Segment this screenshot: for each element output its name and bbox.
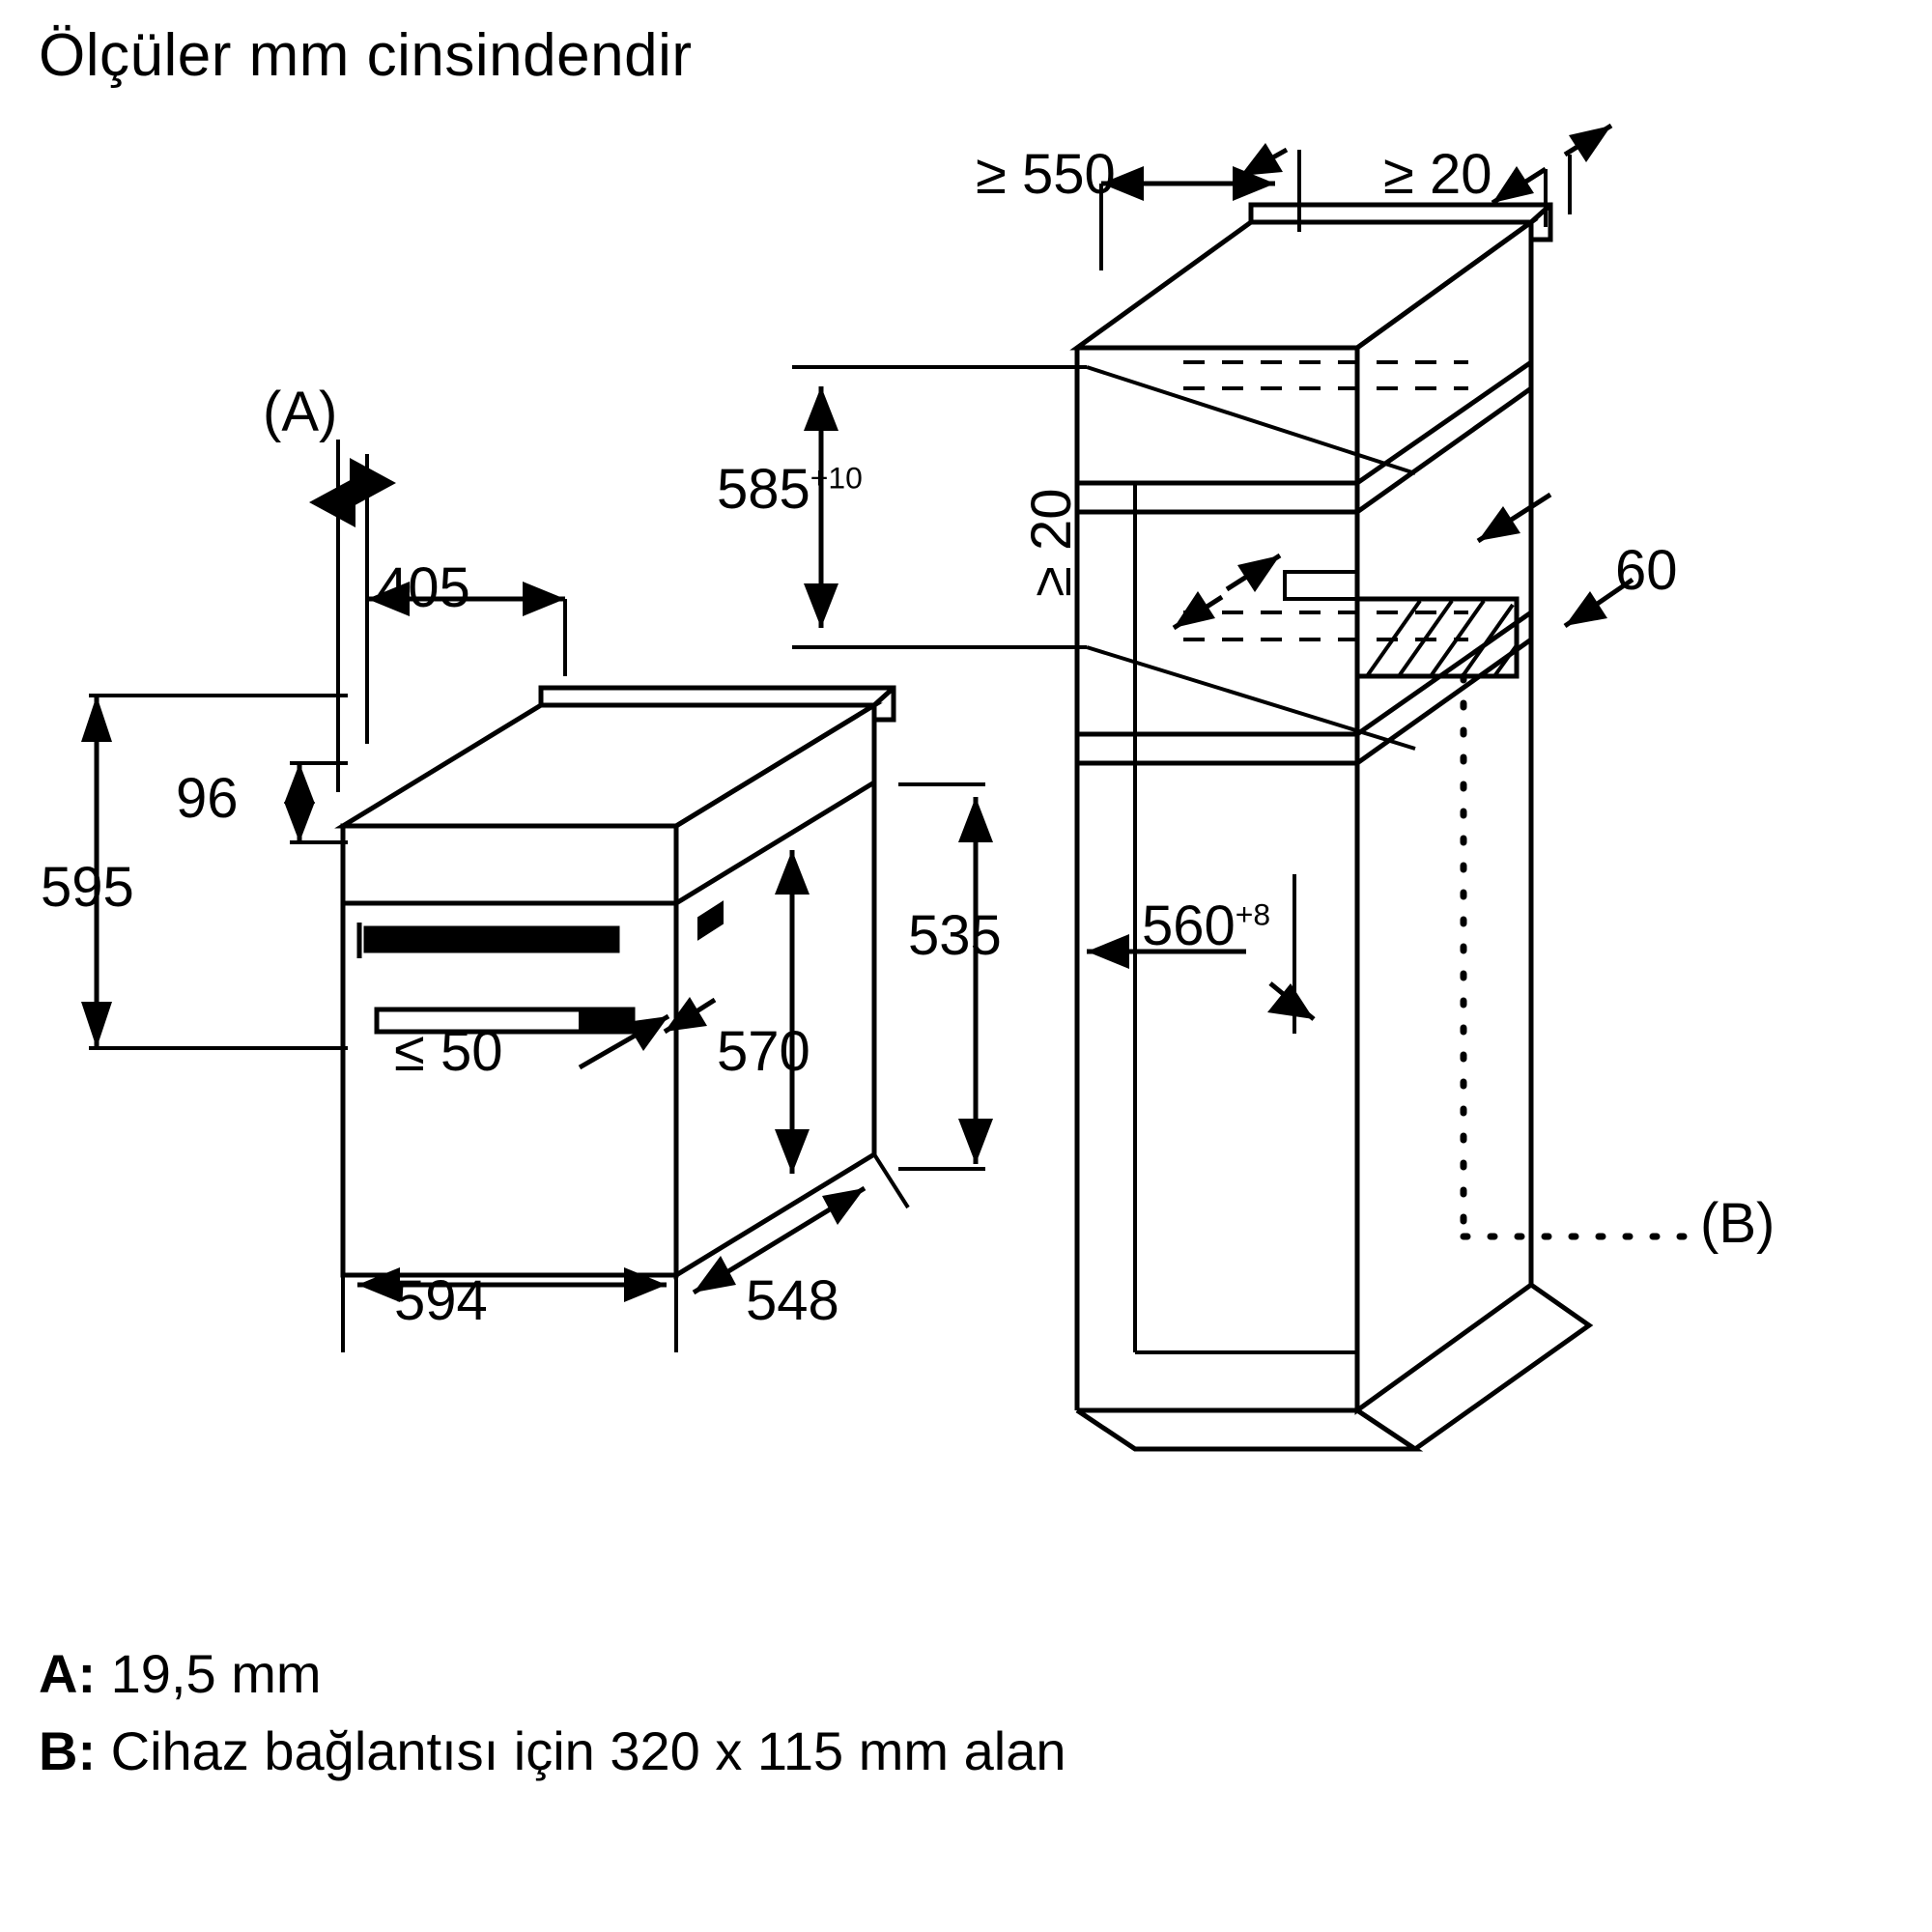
label-570: 570 [717,1020,810,1083]
legend-a [39,1642,322,1705]
legend-a-value: 19,5 mm [110,1643,322,1704]
page-title: Ölçüler mm cinsindendir [39,22,693,89]
label-le50: ≤ 50 [394,1020,503,1083]
label-560: $560^{+8}$ [1142,895,1271,957]
cabinet-drawing [792,126,1686,1449]
appliance-drawing [81,440,993,1352]
label-ge20-shelf: ≥ 20 [1020,488,1083,597]
label-585: $585^{+10}$ [717,458,863,521]
label-595: 595 [41,856,134,919]
legend-b-value: Cihaz bağlantısı için 320 x 115 mm alan [110,1720,1066,1781]
label-535: 535 [908,904,1002,967]
label-96: 96 [176,767,239,830]
legend-a-key: A: [39,1643,97,1704]
label-405: 405 [377,556,470,619]
label-548: 548 [746,1269,839,1332]
label-marker-b: (B) [1700,1192,1776,1255]
label-594: 594 [394,1269,488,1332]
label-60: 60 [1615,539,1678,602]
legend-b-key: B: [39,1720,97,1781]
legend-b [39,1719,1066,1782]
label-marker-a: (A) [263,381,338,443]
label-ge20-top: ≥ 20 [1383,143,1492,206]
label-ge550: ≥ 550 [976,143,1116,206]
